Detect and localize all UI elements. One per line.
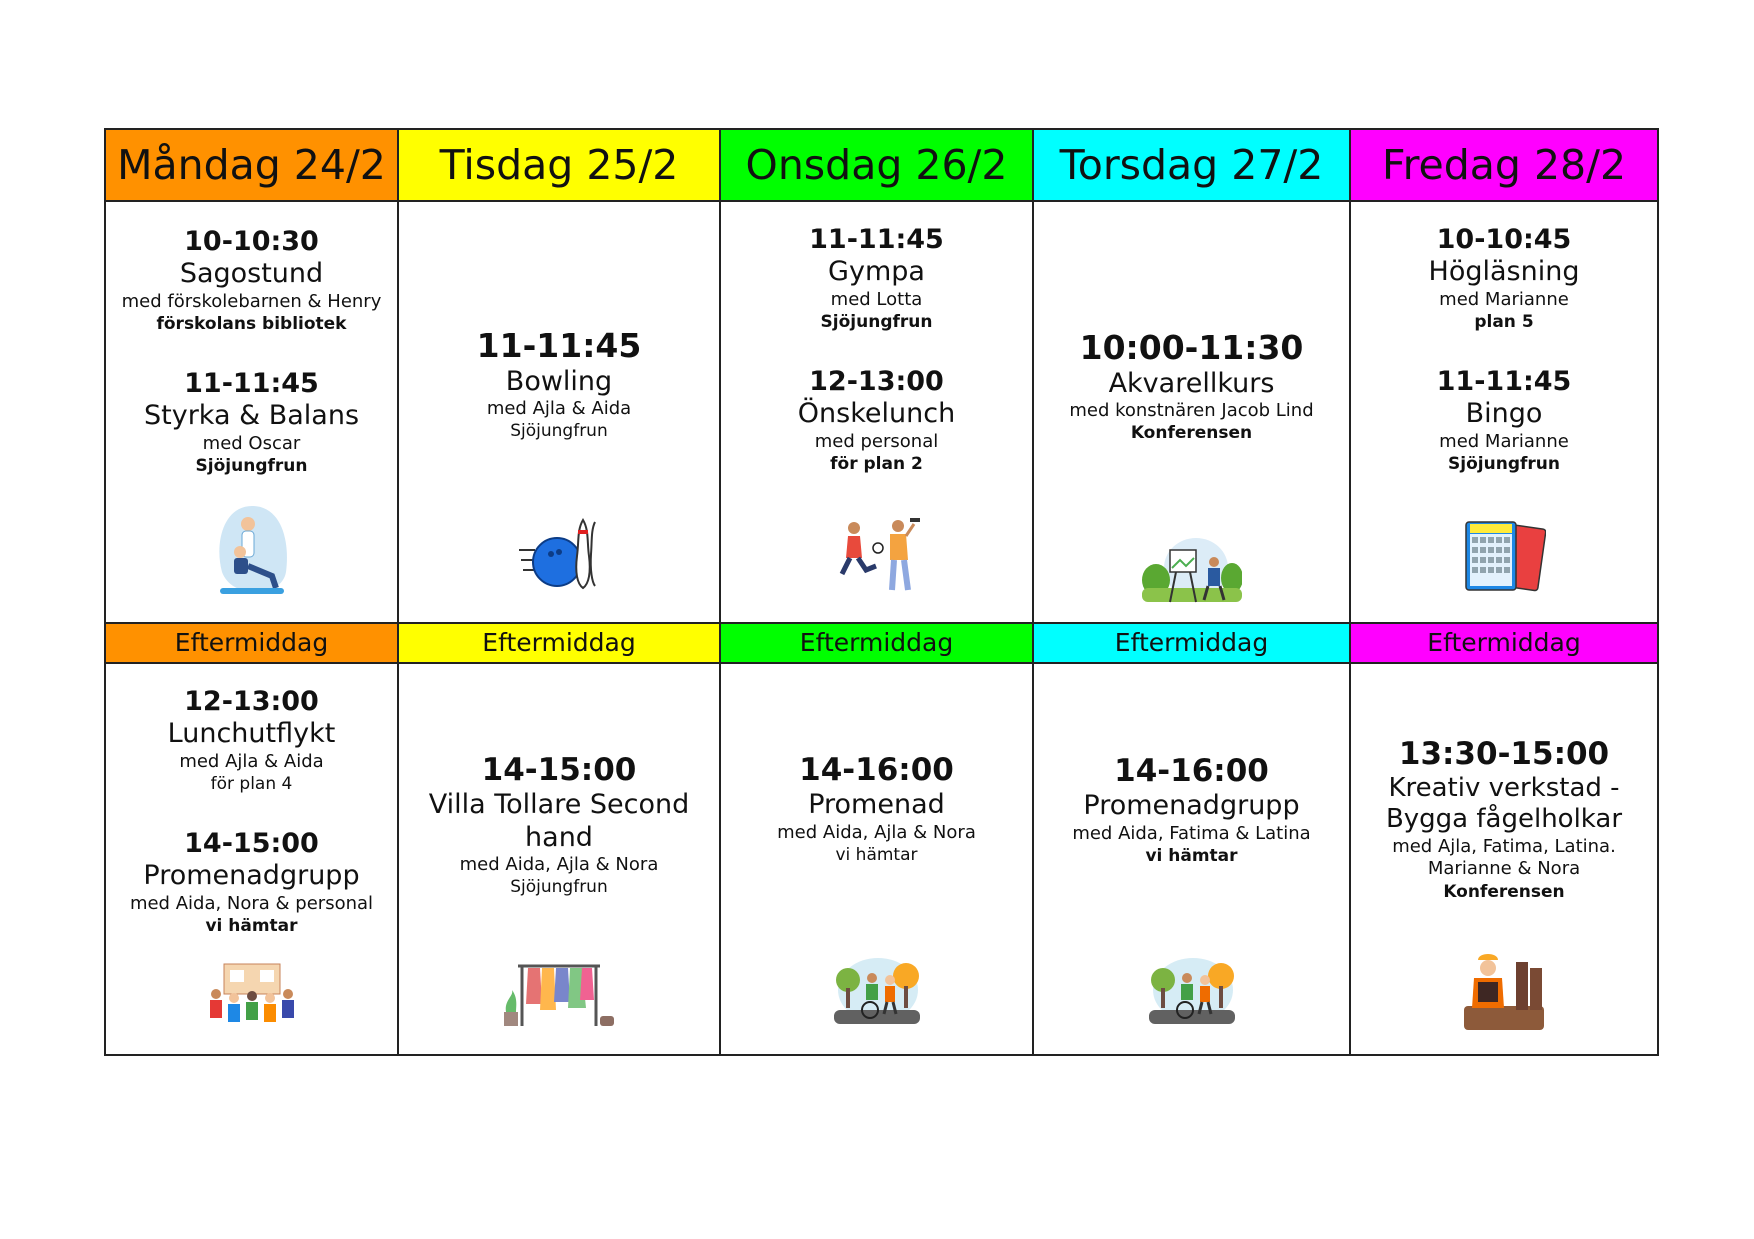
activity-lunchutflykt xyxy=(110,686,393,795)
bingo-cards-icon xyxy=(1462,520,1546,598)
weekly-activity-schedule xyxy=(104,128,1659,1056)
day-header-monday: Måndag 24/2 xyxy=(105,129,398,201)
activity-time: 13:30-15:00 xyxy=(1398,736,1610,772)
activity-time: 14-15:00 xyxy=(481,752,637,788)
activity-name: Önskelunch xyxy=(797,398,956,430)
activity-place: Sjöjungfrun xyxy=(1448,454,1560,475)
activity-place: plan 5 xyxy=(1474,312,1534,333)
activity-gympa xyxy=(725,224,1028,333)
activity-time: 10:00-11:30 xyxy=(1079,328,1304,367)
activity-place: Sjöjungfrun xyxy=(510,421,608,442)
activity-kreativ-verkstad xyxy=(1355,736,1653,903)
afternoon-label-friday: Eftermiddag xyxy=(1350,623,1658,663)
morning-row xyxy=(105,201,1658,623)
activity-with: med Marianne xyxy=(1439,430,1569,452)
activity-place: Sjöjungfrun xyxy=(195,456,308,477)
activity-time: 10-10:45 xyxy=(1436,224,1572,255)
group-outing-icon xyxy=(204,960,300,1030)
activity-name: Styrka & Balans xyxy=(143,400,360,432)
activity-bowling xyxy=(403,326,715,443)
activity-name: Promenadgrupp xyxy=(1083,790,1300,822)
activity-place: vi hämtar xyxy=(835,845,918,866)
activity-time: 11-11:45 xyxy=(1436,366,1572,397)
afternoon-label-monday: Eftermiddag xyxy=(105,623,398,663)
activity-time: 14-15:00 xyxy=(184,828,319,859)
activity-place: vi hämtar xyxy=(205,916,298,937)
activity-place: Sjöjungfrun xyxy=(510,877,608,898)
activity-with: med Aida, Fatima & Latina xyxy=(1072,822,1311,844)
activity-with: med Ajla & Aida xyxy=(179,750,324,772)
walk-park-icon xyxy=(832,954,922,1028)
sports-icon xyxy=(832,514,922,594)
activity-hoglasning xyxy=(1355,224,1653,333)
carpenter-icon xyxy=(1458,952,1550,1036)
day-header-thursday: Torsdag 27/2 xyxy=(1033,129,1350,201)
afternoon-row xyxy=(105,663,1658,1055)
clothes-rack-icon xyxy=(500,960,618,1030)
activity-time: 14-16:00 xyxy=(1114,753,1269,789)
activity-place: förskolans bibliotek xyxy=(156,314,347,335)
activity-promenadgrupp-thursday xyxy=(1038,753,1345,867)
activity-time: 11-11:45 xyxy=(476,326,642,365)
afternoon-cell-wednesday xyxy=(720,663,1033,1055)
activity-with: med Aida, Nora & personal xyxy=(129,892,374,914)
bowling-icon xyxy=(517,516,601,590)
day-header-tuesday: Tisdag 25/2 xyxy=(398,129,720,201)
morning-cell-wednesday xyxy=(720,201,1033,623)
activity-with-continued: Marianne & Nora xyxy=(1427,858,1581,880)
exercise-icon xyxy=(212,502,292,602)
activity-name: Bowling xyxy=(505,365,613,397)
morning-cell-monday xyxy=(105,201,398,623)
activity-with: med Ajla & Aida xyxy=(486,397,632,419)
activity-time: 10-10:30 xyxy=(184,226,319,257)
activity-time: 11-11:45 xyxy=(809,224,944,255)
activity-onskelunch xyxy=(725,366,1028,475)
activity-time: 14-16:00 xyxy=(799,752,954,788)
activity-with: med Lotta xyxy=(830,288,923,310)
activity-name: Gympa xyxy=(828,256,925,288)
afternoon-label-wednesday: Eftermiddag xyxy=(720,623,1033,663)
afternoon-label-thursday: Eftermiddag xyxy=(1033,623,1350,663)
activity-promenad xyxy=(725,752,1028,866)
afternoon-cell-monday xyxy=(105,663,398,1055)
activity-with: med Marianne xyxy=(1439,288,1569,310)
afternoon-cell-thursday xyxy=(1033,663,1350,1055)
activity-time: 11-11:45 xyxy=(184,368,319,399)
activity-with: med förskolebarnen & Henry xyxy=(121,290,382,312)
morning-cell-friday xyxy=(1350,201,1658,623)
day-header-friday: Fredag 28/2 xyxy=(1350,129,1658,201)
morning-cell-tuesday xyxy=(398,201,720,623)
activity-with: med Oscar xyxy=(202,432,301,454)
activity-name: Högläsning xyxy=(1428,256,1580,288)
activity-with: med Ajla, Fatima, Latina. xyxy=(1392,835,1616,857)
activity-name: Kreativ verkstad - Bygga fågelholkar xyxy=(1385,773,1623,835)
activity-name: Bingo xyxy=(1465,398,1543,430)
activity-place: Konferensen xyxy=(1130,423,1253,444)
afternoon-cell-tuesday xyxy=(398,663,720,1055)
afternoon-header-row xyxy=(105,623,1658,663)
activity-place: Sjöjungfrun xyxy=(820,312,933,333)
activity-promenadgrupp xyxy=(110,828,393,937)
activity-name: Sagostund xyxy=(179,258,324,290)
activity-place: för plan 2 xyxy=(830,454,923,475)
afternoon-label-tuesday: Eftermiddag xyxy=(398,623,720,663)
activity-with: med konstnären Jacob Lind xyxy=(1069,399,1314,421)
activity-name: Lunchutflykt xyxy=(167,718,336,750)
activity-name: Villa Tollare Second hand xyxy=(428,789,690,853)
activity-place: Konferensen xyxy=(1443,881,1565,902)
afternoon-cell-friday xyxy=(1350,663,1658,1055)
activity-akvarellkurs xyxy=(1038,328,1345,445)
day-header-row xyxy=(105,129,1658,201)
activity-name: Promenad xyxy=(808,789,945,821)
activity-with: med Aida, Ajla & Nora xyxy=(777,821,976,843)
activity-bingo xyxy=(1355,366,1653,475)
activity-with: med Aida, Ajla & Nora xyxy=(459,853,659,875)
activity-villa-tollare xyxy=(403,752,715,899)
activity-time: 12-13:00 xyxy=(184,686,319,717)
activity-place: vi hämtar xyxy=(1145,846,1238,867)
activity-time: 12-13:00 xyxy=(809,366,944,397)
walk-park-icon xyxy=(1147,954,1237,1028)
activity-styrka-balans xyxy=(110,368,393,477)
day-header-wednesday: Onsdag 26/2 xyxy=(720,129,1033,201)
activity-with: med personal xyxy=(814,430,939,452)
activity-place: för plan 4 xyxy=(210,774,293,795)
activity-sagostund xyxy=(110,226,393,335)
activity-name: Akvarellkurs xyxy=(1108,367,1275,399)
activity-name: Promenadgrupp xyxy=(143,860,360,892)
painting-icon xyxy=(1142,528,1242,606)
morning-cell-thursday xyxy=(1033,201,1350,623)
